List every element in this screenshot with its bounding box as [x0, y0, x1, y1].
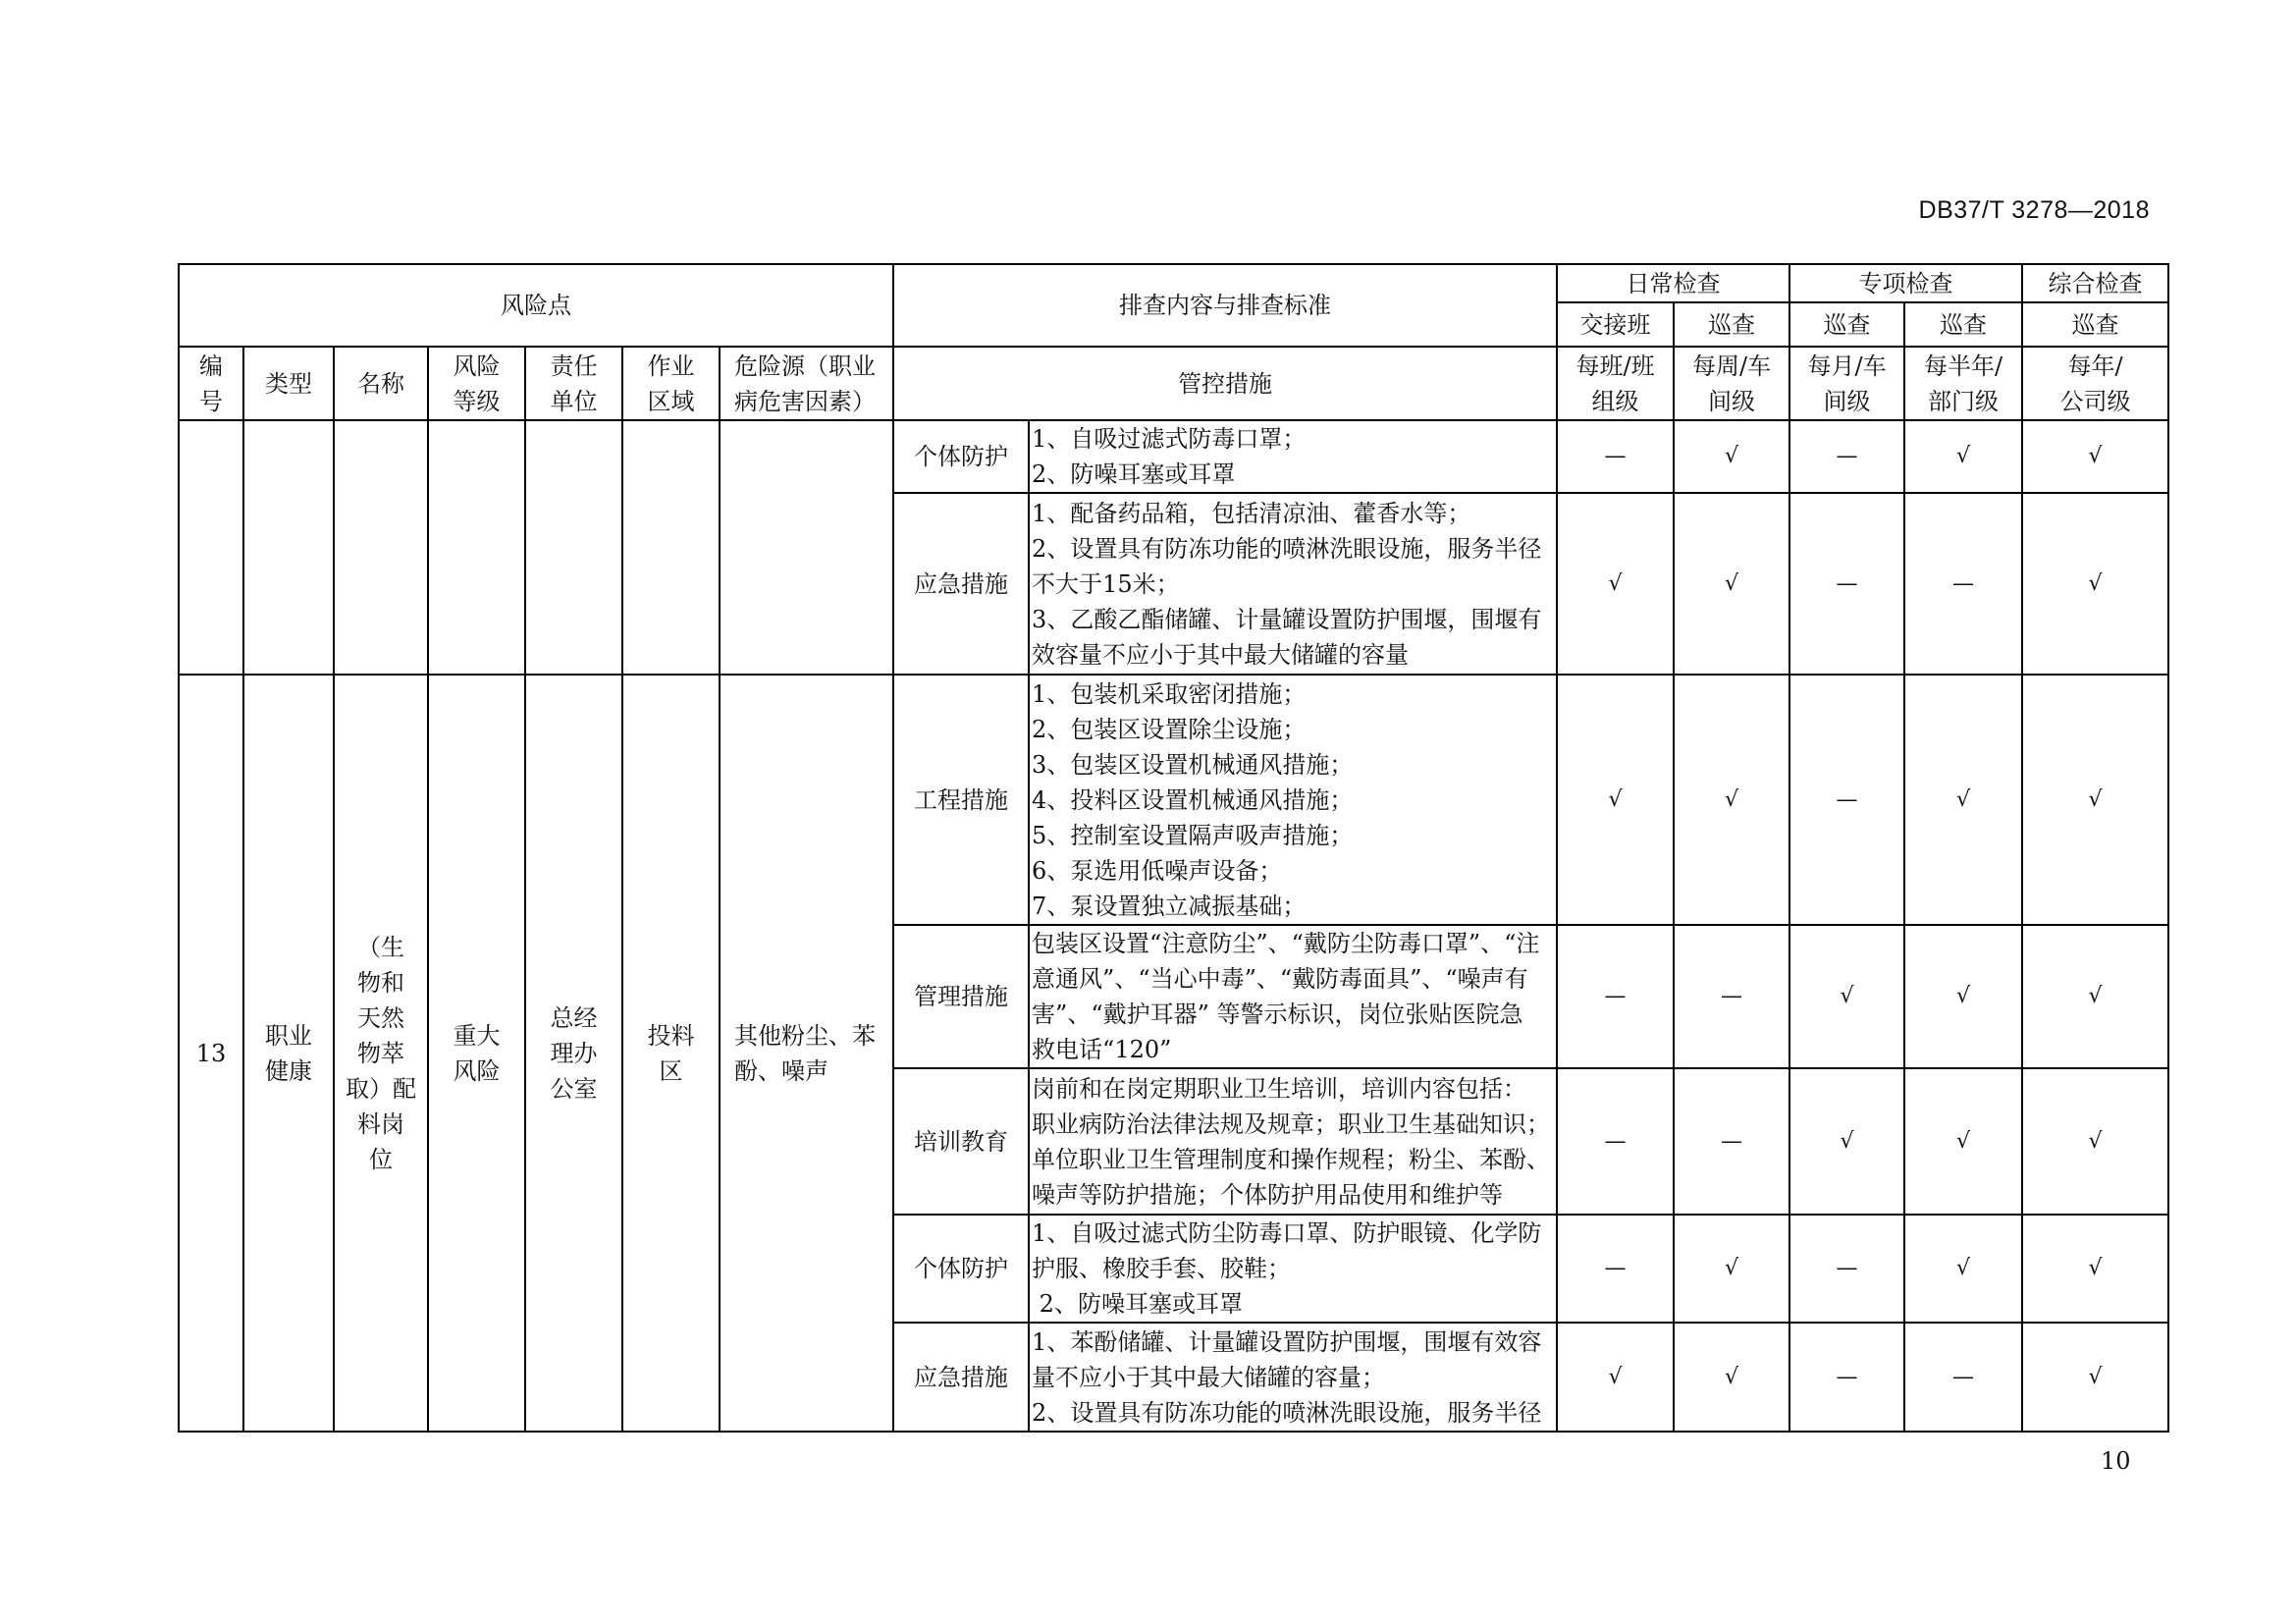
cell-work-area [622, 675, 720, 1432]
header-patrol: 巡查 [2022, 302, 2168, 347]
check-mark: √ [2022, 1215, 2168, 1323]
measure-line: 1、苯酚储罐、计量罐设置防护围堰，围堰有效容 [1032, 1327, 1542, 1356]
measure-type: 个体防护 [893, 420, 1029, 493]
measure-line: 5、控制室设置隔声吸声措施； [1032, 821, 1354, 849]
cell-name [334, 675, 428, 1432]
cell-line: 公室 [550, 1074, 598, 1103]
measure-line: 岗前和在岗定期职业卫生培训，培训内容包括： [1032, 1074, 1527, 1103]
check-mark: √ [2022, 675, 2168, 925]
check-mark: √ [1557, 675, 1674, 925]
measure-content [1029, 1215, 1557, 1323]
measure-line: 单位职业卫生管理制度和操作规程；粉尘、苯酚、 [1032, 1145, 1551, 1173]
check-mark: √ [1789, 925, 1904, 1068]
header-hazard-source [720, 347, 893, 420]
check-mark: √ [1904, 1215, 2022, 1323]
measure-line: 害”、“戴护耳器” 等警示标识，岗位张贴医院急 [1032, 1001, 1523, 1028]
measure-line: 2、设置具有防冻功能的喷淋洗眼设施，服务半径 [1032, 1398, 1542, 1427]
check-mark: — [1789, 493, 1904, 675]
header-line: 间级 [1823, 387, 1871, 415]
cell-line: 酚、噪声 [734, 1056, 828, 1085]
cell-line: 位 [369, 1145, 393, 1173]
empty-cell [622, 420, 720, 675]
check-mark: √ [2022, 1323, 2168, 1432]
header-line: 责任 [550, 352, 598, 380]
measure-type: 应急措施 [893, 1323, 1029, 1432]
check-mark: √ [1674, 1215, 1789, 1323]
measure-line: 1、配备药品箱，包括清凉油、藿香水等； [1032, 499, 1471, 527]
check-mark: √ [1789, 1068, 1904, 1215]
measure-content [1029, 420, 1557, 493]
header-patrol: 巡查 [1789, 302, 1904, 347]
measure-line: 2、防噪耳塞或耳罩 [1032, 460, 1236, 488]
measure-line: 3、乙酸乙酯储罐、计量罐设置防护围堰，围堰有 [1032, 605, 1542, 633]
header-line: 风险 [453, 352, 501, 380]
header-line: 间级 [1708, 387, 1756, 415]
table-row [179, 675, 2168, 925]
check-mark: √ [1904, 1068, 2022, 1215]
header-frequency [1789, 347, 1904, 420]
cell-line: 总经 [550, 1003, 598, 1032]
measure-line: 噪声等防护措施；个体防护用品使用和维护等 [1032, 1180, 1504, 1209]
header-work-area [622, 347, 720, 420]
measure-content [1029, 1068, 1557, 1215]
measure-line: 2、包装区设置除尘设施； [1032, 715, 1307, 743]
header-line: 危险源（职业 [734, 352, 876, 380]
cell-line: 天然 [357, 1003, 404, 1032]
header-inspection-content: 排查内容与排查标准 [893, 264, 1557, 347]
header-line: 号 [199, 387, 223, 415]
cell-line: 取）配 [346, 1074, 416, 1103]
header-risk-point: 风险点 [179, 264, 893, 347]
measure-line: 4、投料区设置机械通风措施； [1032, 785, 1354, 814]
check-mark: — [1789, 1215, 1904, 1323]
header-name: 名称 [334, 347, 428, 420]
check-mark: — [1557, 1215, 1674, 1323]
header-control-measures: 管控措施 [893, 347, 1557, 420]
check-mark: √ [1904, 675, 2022, 925]
cell-line: 区 [659, 1056, 683, 1085]
header-special-check: 专项检查 [1789, 264, 2022, 302]
cell-hazard-source [720, 675, 893, 1432]
empty-cell [428, 420, 525, 675]
header-frequency [2022, 347, 2168, 420]
cell-line: （生 [357, 933, 404, 961]
header-comprehensive-check: 综合检查 [2022, 264, 2168, 302]
header-line: 部门级 [1928, 387, 2000, 415]
check-mark: √ [2022, 925, 2168, 1068]
measure-content [1029, 925, 1557, 1068]
measure-type: 管理措施 [893, 925, 1029, 1068]
header-row-1 [179, 264, 2168, 302]
header-patrol: 巡查 [1674, 302, 1789, 347]
cell-line: 料岗 [357, 1109, 404, 1138]
measure-line: 量不应小于其中最大储罐的容量； [1032, 1363, 1386, 1391]
empty-cell [243, 420, 334, 675]
check-mark: √ [2022, 420, 2168, 493]
cell-line: 物和 [357, 968, 404, 997]
header-shift-handover: 交接班 [1557, 302, 1674, 347]
cell-risk-level [428, 675, 525, 1432]
cell-line: 理办 [550, 1039, 598, 1067]
header-line: 组级 [1591, 387, 1639, 415]
check-mark: — [1557, 925, 1674, 1068]
header-frequency [1674, 347, 1789, 420]
check-mark: — [1789, 1323, 1904, 1432]
header-responsible-unit [525, 347, 622, 420]
page-number: 10 [2101, 1447, 2131, 1475]
check-mark: √ [1674, 493, 1789, 675]
measure-line: 7、泵设置独立减振基础； [1032, 892, 1307, 920]
cell-line: 投料 [647, 1021, 695, 1050]
cell-responsible-unit [525, 675, 622, 1432]
header-line: 每月/车 [1807, 352, 1887, 380]
measure-line: 2、防噪耳塞或耳罩 [1032, 1290, 1243, 1318]
header-row-3 [179, 347, 2168, 420]
measure-line: 包装区设置“注意防尘”、“戴防尘防毒口罩”、“注 [1032, 930, 1540, 957]
measure-line: 救电话“120” [1032, 1036, 1172, 1063]
cell-no: 13 [179, 675, 243, 1432]
header-type: 类型 [243, 347, 334, 420]
measure-line: 3、包装区设置机械通风措施； [1032, 750, 1354, 779]
cell-line: 其他粉尘、苯 [734, 1021, 876, 1050]
risk-inspection-table [178, 263, 2169, 1433]
cell-line: 重大 [453, 1021, 501, 1050]
measure-line: 6、泵选用低噪声设备； [1032, 856, 1283, 885]
measure-line: 不大于15米； [1032, 569, 1180, 598]
measure-type: 个体防护 [893, 1215, 1029, 1323]
header-risk-level [428, 347, 525, 420]
check-mark: √ [2022, 1068, 2168, 1215]
check-mark: — [1789, 420, 1904, 493]
measure-type: 应急措施 [893, 493, 1029, 675]
header-line: 病危害因素） [734, 387, 876, 415]
measure-type: 工程措施 [893, 675, 1029, 925]
cell-line: 职业 [265, 1021, 312, 1050]
check-mark: √ [1904, 420, 2022, 493]
check-mark: — [1557, 1068, 1674, 1215]
header-line: 每半年/ [1924, 352, 2003, 380]
check-mark: √ [1674, 1323, 1789, 1432]
header-line: 等级 [453, 387, 501, 415]
check-mark: √ [1557, 493, 1674, 675]
check-mark: √ [1904, 925, 2022, 1068]
measure-line: 1、自吸过滤式防尘防毒口罩、防护眼镜、化学防 [1032, 1219, 1542, 1247]
header-line: 编 [199, 352, 223, 380]
header-line: 每班/班 [1575, 352, 1655, 380]
cell-type [243, 675, 334, 1432]
empty-cell [334, 420, 428, 675]
table-row [179, 420, 2168, 493]
measure-line: 意通风”、“当心中毒”、“戴防毒面具”、“噪声有 [1032, 965, 1528, 993]
cell-line: 健康 [265, 1056, 312, 1085]
measure-line: 职业病防治法律法规及规章；职业卫生基础知识； [1032, 1109, 1551, 1138]
measure-line: 2、设置具有防冻功能的喷淋洗眼设施，服务半径 [1032, 534, 1542, 563]
measure-content [1029, 493, 1557, 675]
empty-cell [720, 420, 893, 675]
header-no [179, 347, 243, 420]
cell-no [179, 420, 243, 675]
check-mark: — [1674, 1068, 1789, 1215]
header-line: 公司级 [2059, 387, 2131, 415]
measure-line: 1、自吸过滤式防毒口罩； [1032, 425, 1307, 453]
header-daily-check: 日常检查 [1557, 264, 1789, 302]
header-line: 区域 [647, 387, 695, 415]
check-mark: — [1557, 420, 1674, 493]
measure-type: 培训教育 [893, 1068, 1029, 1215]
measure-line: 1、包装机采取密闭措施； [1032, 679, 1307, 708]
header-line: 每年/ [2067, 352, 2123, 380]
header-patrol: 巡查 [1904, 302, 2022, 347]
check-mark: √ [1557, 1323, 1674, 1432]
header-line: 作业 [647, 352, 695, 380]
cell-line: 物萃 [357, 1039, 404, 1067]
check-mark: √ [2022, 493, 2168, 675]
header-line: 每周/车 [1692, 352, 1772, 380]
header-frequency [1904, 347, 2022, 420]
check-mark: — [1904, 493, 2022, 675]
check-mark: √ [1674, 675, 1789, 925]
header-line: 单位 [550, 387, 598, 415]
header-frequency [1557, 347, 1674, 420]
cell-line: 风险 [453, 1056, 501, 1085]
measure-content [1029, 1323, 1557, 1432]
measure-content [1029, 675, 1557, 925]
empty-cell [525, 420, 622, 675]
check-mark: — [1789, 675, 1904, 925]
check-mark: √ [1674, 420, 1789, 493]
check-mark: — [1904, 1323, 2022, 1432]
document-code: DB37/T 3278—2018 [1918, 196, 2150, 224]
measure-line: 效容量不应小于其中最大储罐的容量 [1032, 640, 1410, 669]
measure-line: 护服、橡胶手套、胶鞋； [1032, 1255, 1292, 1282]
check-mark: — [1674, 925, 1789, 1068]
